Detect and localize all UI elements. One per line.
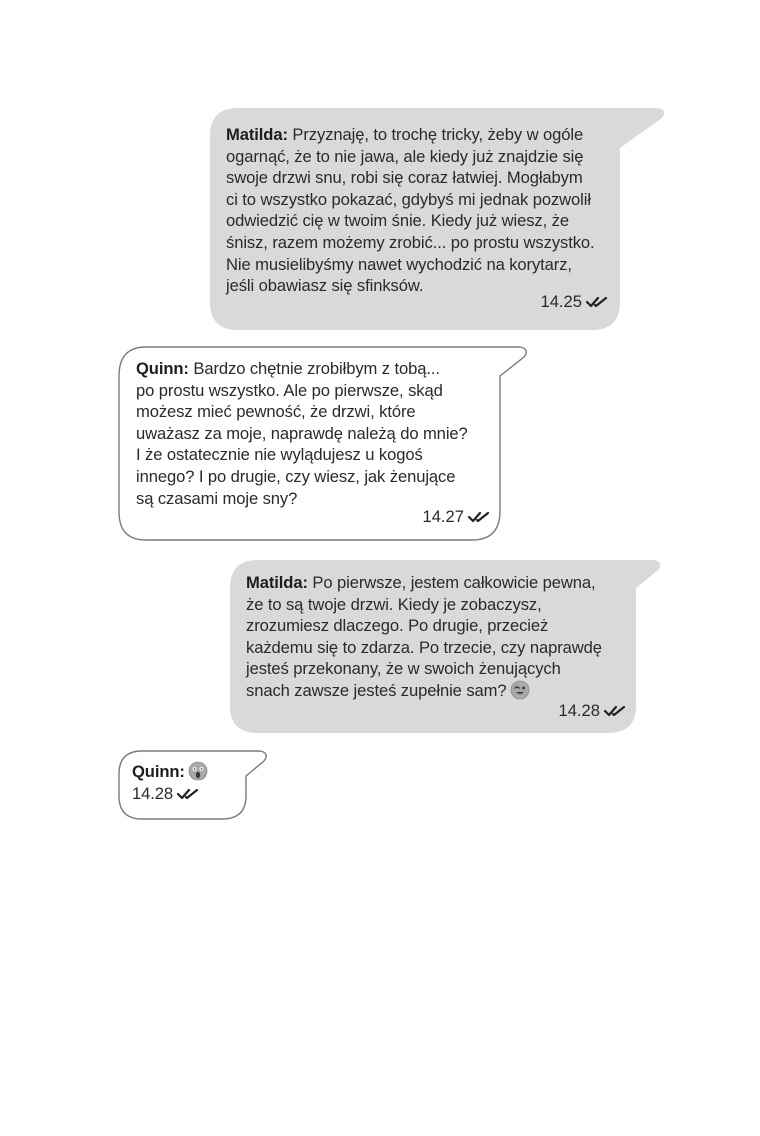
message-bubble-matilda-1: [210, 108, 666, 330]
message-bubble-quinn-1: [118, 346, 530, 541]
message-text: Quinn: Bardzo chętnie zrobiłbym z tobą... po prostu wszystko. Ale po pierwsze, skąd możesz mieć pewność, że drzwi, które uważasz za moje, naprawdę należą do mnie? I że ostatecznie nie wylądujesz u kogoś innego? I po drugie, czy wiesz, jak żenujące są czasami moje sny?: [136, 359, 468, 508]
message-text: Matilda: Po pierwsze, jestem całkowicie pewna, że to są twoje drzwi. Kiedy je zobaczysz, zrozumiesz dlaczego. Po drugie, przecież każdemu się to zdarza. Po trzecie, czy naprawdę jesteś przekonany, że w swoich żenujących snach zawsze jesteś zupełnie sam?: [246, 573, 602, 700]
message-bubble-quinn-2: [118, 750, 270, 820]
message-meta: [422, 506, 490, 528]
message-text: [132, 761, 208, 804]
sender-name: Matilda:: [226, 125, 288, 144]
timestamp: 14.28: [558, 701, 600, 720]
message-meta: [540, 291, 608, 313]
screaming-face-emoji: [188, 761, 208, 781]
double-check-icon: [586, 296, 608, 308]
message-text: Matilda: Przyznaję, to trochę tricky, żeby w ogóle ogarnąć, że to nie jawa, ale kiedy już znajdzie się swoje drzwi snu, robi się coraz łatwiej. Mogłabym ci to wszystko pokazać, gdybyś mi jednak pozwolił odwiedzić cię w twoim śnie. Kiedy już wiesz, że śnisz, razem możemy zrobić... po prostu wszystko. Nie musielibyśmy nawet wychodzić na korytarz, jeśli obawiasz się sfinksów.: [226, 125, 595, 296]
sender-name: Matilda:: [246, 573, 308, 592]
winking-face-emoji: [510, 680, 530, 700]
message-bubble-matilda-2: [230, 560, 662, 733]
timestamp: 14.25: [540, 292, 582, 311]
timestamp: 14.27: [422, 507, 464, 526]
double-check-icon: [468, 511, 490, 523]
sender-name: Quinn:: [132, 762, 185, 781]
timestamp: 14.28: [132, 783, 174, 803]
double-check-icon: [177, 788, 199, 800]
sender-name: Quinn:: [136, 359, 189, 378]
message-meta: [558, 700, 626, 722]
double-check-icon: [604, 705, 626, 717]
